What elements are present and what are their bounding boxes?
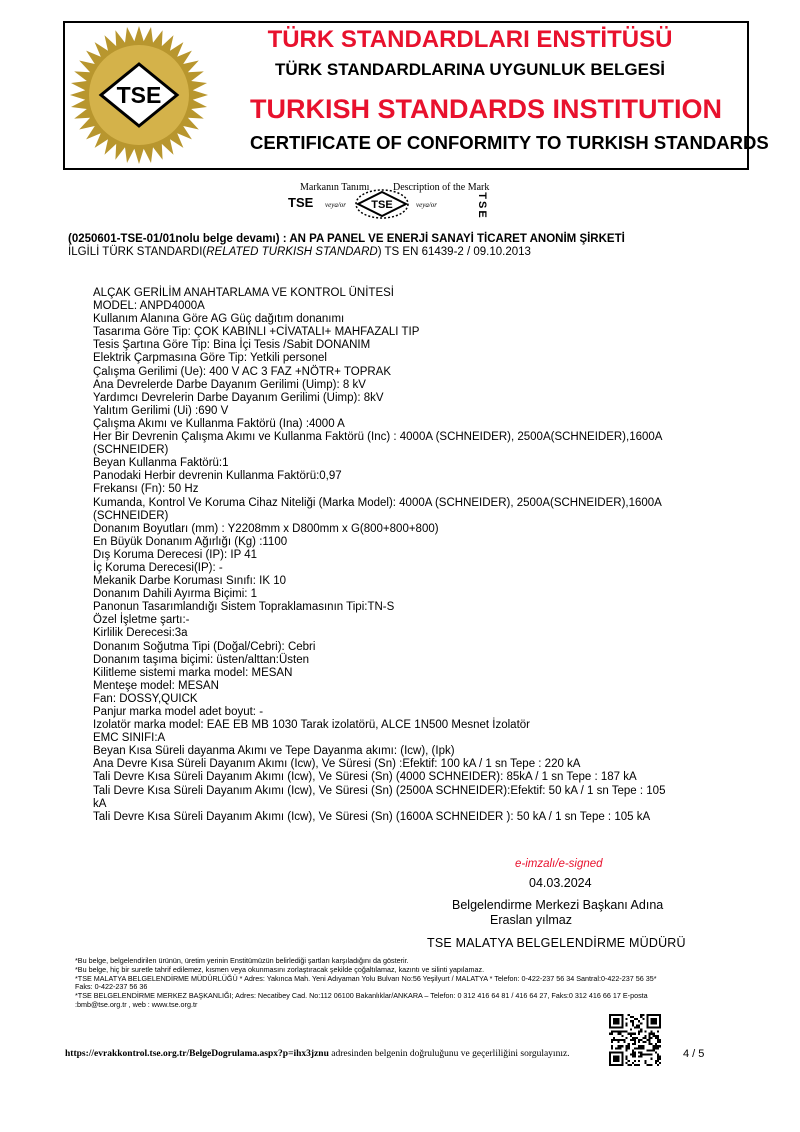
spec-line: Beyan Kısa Süreli dayanma Akımı ve Tepe Dayanma akımı: (Icw), (Ipk) xyxy=(93,745,455,758)
spec-line: Menteşe model: MESAN xyxy=(93,679,219,692)
certificate-title-en: CERTIFICATE OF CONFORMITY TO TURKISH STANDARDS xyxy=(250,132,769,153)
mark-seal-text: TSE xyxy=(371,199,393,211)
signatory-name: Eraslan yılmaz xyxy=(490,913,572,927)
spec-line: Tali Devre Kısa Süreli Dayanım Akımı (Icw), Ve Süresi (Sn) (1600A SCHNEIDER ): 50 kA / 1 sn Tepe : 105 kA xyxy=(93,810,651,823)
spec-line: En Büyük Donanım Ağırlığı (Kg) :1100 xyxy=(93,535,288,548)
spec-line: Kullanım Alanına Göre AG Güç dağıtım donanımı xyxy=(93,313,345,326)
spec-line: Tali Devre Kısa Süreli Dayanım Akımı (Icw), Ve Süresi (Sn) (4000 SCHNEIDER): 85kA / 1 sn Tepe : 187 kA xyxy=(93,771,637,784)
spec-line: Kirlilik Derecesi:3a xyxy=(93,627,188,640)
spec-line: İç Koruma Derecesi(IP): - xyxy=(93,561,223,574)
mark-vertical-tse-icon xyxy=(474,190,490,222)
footnote-line: Faks: 0-422-237 56 36 xyxy=(75,982,148,992)
standard-suffix: ) TS EN 61439-2 / 09.10.2013 xyxy=(377,246,531,258)
spec-line: Mekanik Darbe Koruması Sınıfı: IK 10 xyxy=(93,575,287,588)
mark-vertical-text: TSE xyxy=(476,192,489,220)
spec-line: MODEL: ANPD4000A xyxy=(93,300,205,313)
standard-italic: RELATED TURKISH STANDARD xyxy=(206,246,378,258)
footnotes xyxy=(75,957,755,1010)
footnote-line: *Bu belge, hiç bir suretle tahrif edilemez, kısmen veya okunmasını zorlaştıracak şekilde çoğaltılamaz, kazıntı ve silinti yapılamaz. xyxy=(75,964,485,974)
mark-or-2: veya/or xyxy=(416,201,437,209)
footnote-line: *TSE MALATYA BELGELENDİRME MÜDÜRLÜĞÜ * Adres: Yakınca Mah. Yeni Adıyaman Yolu Bulvarı No:56 Yeşilyurt / MALATYA * Telefon: 0-422-237 56 34 Santral:0-422-237 56 35* xyxy=(75,973,657,983)
footnote-line: *Bu belge, belgelendirilen ürünün, üretim yerinin Enstitümüzün belirlediği şartları karşıladığını da gösterir. xyxy=(75,956,409,965)
spec-line: Izolatör marka model: EAE EB MB 1030 Tarak izolatörü, ALCE 1N500 Mesnet İzolatör xyxy=(93,719,530,732)
mark-label-en: Description of the Mark xyxy=(393,182,490,193)
spec-line: Ana Devrelerde Darbe Dayanım Gerilimi (Uimp): 8 kV xyxy=(93,378,366,391)
mark-seal-icon xyxy=(353,188,411,220)
spec-line: Tasarıma Göre Tip: ÇOK KABINLI +CİVATALI+ MAHFAZALI TIP xyxy=(93,326,420,339)
spec-line: Özel İşletme şartı:- xyxy=(93,614,190,627)
tse-seal-logo xyxy=(66,24,212,166)
spec-line: Her Bir Devrenin Çalışma Akımı ve Kullanma Faktörü (Inc) : 4000A (SCHNEIDER), 2500A(SCHNEIDER),1600A xyxy=(93,431,663,444)
continuation-line: (0250601-TSE-01/01nolu belge devamı) : AN PA PANEL VE ENERJİ SANAYİ TİCARET ANONİM ŞİRKETİ xyxy=(68,233,625,245)
institution-title-tr: TÜRK STANDARDLARI ENSTİTÜSÜ xyxy=(267,26,673,53)
spec-line: Frekansı (Fn): 50 Hz xyxy=(93,483,199,496)
signatory-title: TSE MALATYA BELGELENDİRME MÜDÜRÜ xyxy=(427,936,686,950)
mark-tse-text: TSE xyxy=(288,195,314,210)
mark-label-tr: Markanın Tanımı xyxy=(300,182,370,193)
spec-line: Donanım taşıma biçimi: üsten/alttan:Üsten xyxy=(93,653,310,666)
spec-line: Tali Devre Kısa Süreli Dayanım Akımı (Icw), Ve Süresi (Sn) (2500A SCHNEIDER):Efektif: 50 kA / 1 sn Tepe : 105 xyxy=(93,784,666,797)
page-number: 4 / 5 xyxy=(683,1048,705,1060)
spec-line: Panonun Tasarımlandığı Sistem Topraklamasının Tipi:TN-S xyxy=(93,601,395,614)
spec-line: ALÇAK GERİLİM ANAHTARLAMA VE KONTROL ÜNİTESİ xyxy=(93,287,394,299)
spec-line: Fan: DOSSY,QUICK xyxy=(93,692,198,705)
mark-or-1: veya/or xyxy=(325,201,346,209)
spec-line: Çalışma Gerilimi (Ue): 400 V AC 3 FAZ +NÖTR+ TOPRAK xyxy=(93,365,392,378)
spec-line: Dış Koruma Derecesi (IP): IP 41 xyxy=(93,548,258,561)
spec-line: Tesis Şartına Göre Tip: Bina İçi Tesis /Sabit DONANIM xyxy=(93,339,371,352)
spec-line: kA xyxy=(93,797,107,810)
footnote-line: *TSE BELGELENDİRME MERKEZ BAŞKANLIĞI; Adres: Necatibey Cad. No:112 06100 Bakanlıklar/ANKARA – Telefon: 0 312 416 64 81 / 416 64 27, Faks:0 312 416 66 17 E-posta xyxy=(75,991,648,1001)
certificate-title-tr: TÜRK STANDARDLARINA UYGUNLUK BELGESİ xyxy=(274,60,666,79)
spec-line: Kumanda, Kontrol Ve Koruma Cihaz Niteliği (Marka Model): 4000A (SCHNEIDER), 2500A(SCHNEIDER),1600A xyxy=(93,496,662,509)
spec-line: Ana Devre Kısa Süreli Dayanım Akımı (Icw), Ve Süresi (Sn) :Efektif: 100 kA / 1 sn Tepe : 220 kA xyxy=(93,758,581,771)
spec-line: Panjur marka model adet boyut: - xyxy=(93,706,264,718)
verification-line xyxy=(65,1049,570,1059)
spec-line: Panodaki Herbir devrenin Kullanma Faktörü:0,97 xyxy=(93,470,342,483)
spec-line: Çalışma Akımı ve Kullanma Faktörü (Ina) :4000 A xyxy=(93,417,345,430)
standard-prefix: İLGİLİ TÜRK STANDARDI( xyxy=(68,246,207,258)
footnote-line: :bmb@tse.org.tr , web : www.tse.org.tr xyxy=(75,999,198,1009)
e-signed-label: e-imzalı/e-signed xyxy=(515,858,603,870)
spec-line: (SCHNEIDER) xyxy=(93,509,169,522)
signature-on-behalf: Belgelendirme Merkezi Başkanı Adına xyxy=(452,898,664,912)
verification-text: adresinden belgenin doğruluğunu ve geçerliliğini sorgulayınız. xyxy=(328,1049,570,1059)
spec-line: Donanım Boyutları (mm) : Y2208mm x D800mm x G(800+800+800) xyxy=(93,522,439,535)
spec-line: Yalıtım Gerilimi (Ui) :690 V xyxy=(93,404,229,417)
spec-line: Kilitleme sistemi marka model: MESAN xyxy=(93,666,293,679)
spec-line: Elektrik Çarpmasına Göre Tip: Yetkili personel xyxy=(93,352,327,365)
qr-code xyxy=(609,1014,661,1066)
signature-date: 04.03.2024 xyxy=(529,876,592,890)
spec-line: Yardımcı Devrelerin Darbe Dayanım Gerilimi (Uimp): 8kV xyxy=(93,391,384,404)
spec-line: EMC SINIFI:A xyxy=(93,732,166,745)
related-standard xyxy=(68,246,531,258)
spec-line: (SCHNEIDER) xyxy=(93,444,169,457)
spec-line: Donanım Soğutma Tipi (Doğal/Cebri): Cebri xyxy=(93,640,316,653)
logo-text: TSE xyxy=(116,82,162,108)
spec-line: Beyan Kullanma Faktörü:1 xyxy=(93,457,229,470)
institution-title-en: TURKISH STANDARDS INSTITUTION xyxy=(250,94,722,124)
spec-line: Donanım Dahili Ayırma Biçimi: 1 xyxy=(93,588,258,601)
specification-list xyxy=(93,287,733,824)
verification-url[interactable]: https://evrakkontrol.tse.org.tr/BelgeDogrulama.aspx?p=ihx3jznu xyxy=(65,1049,329,1059)
